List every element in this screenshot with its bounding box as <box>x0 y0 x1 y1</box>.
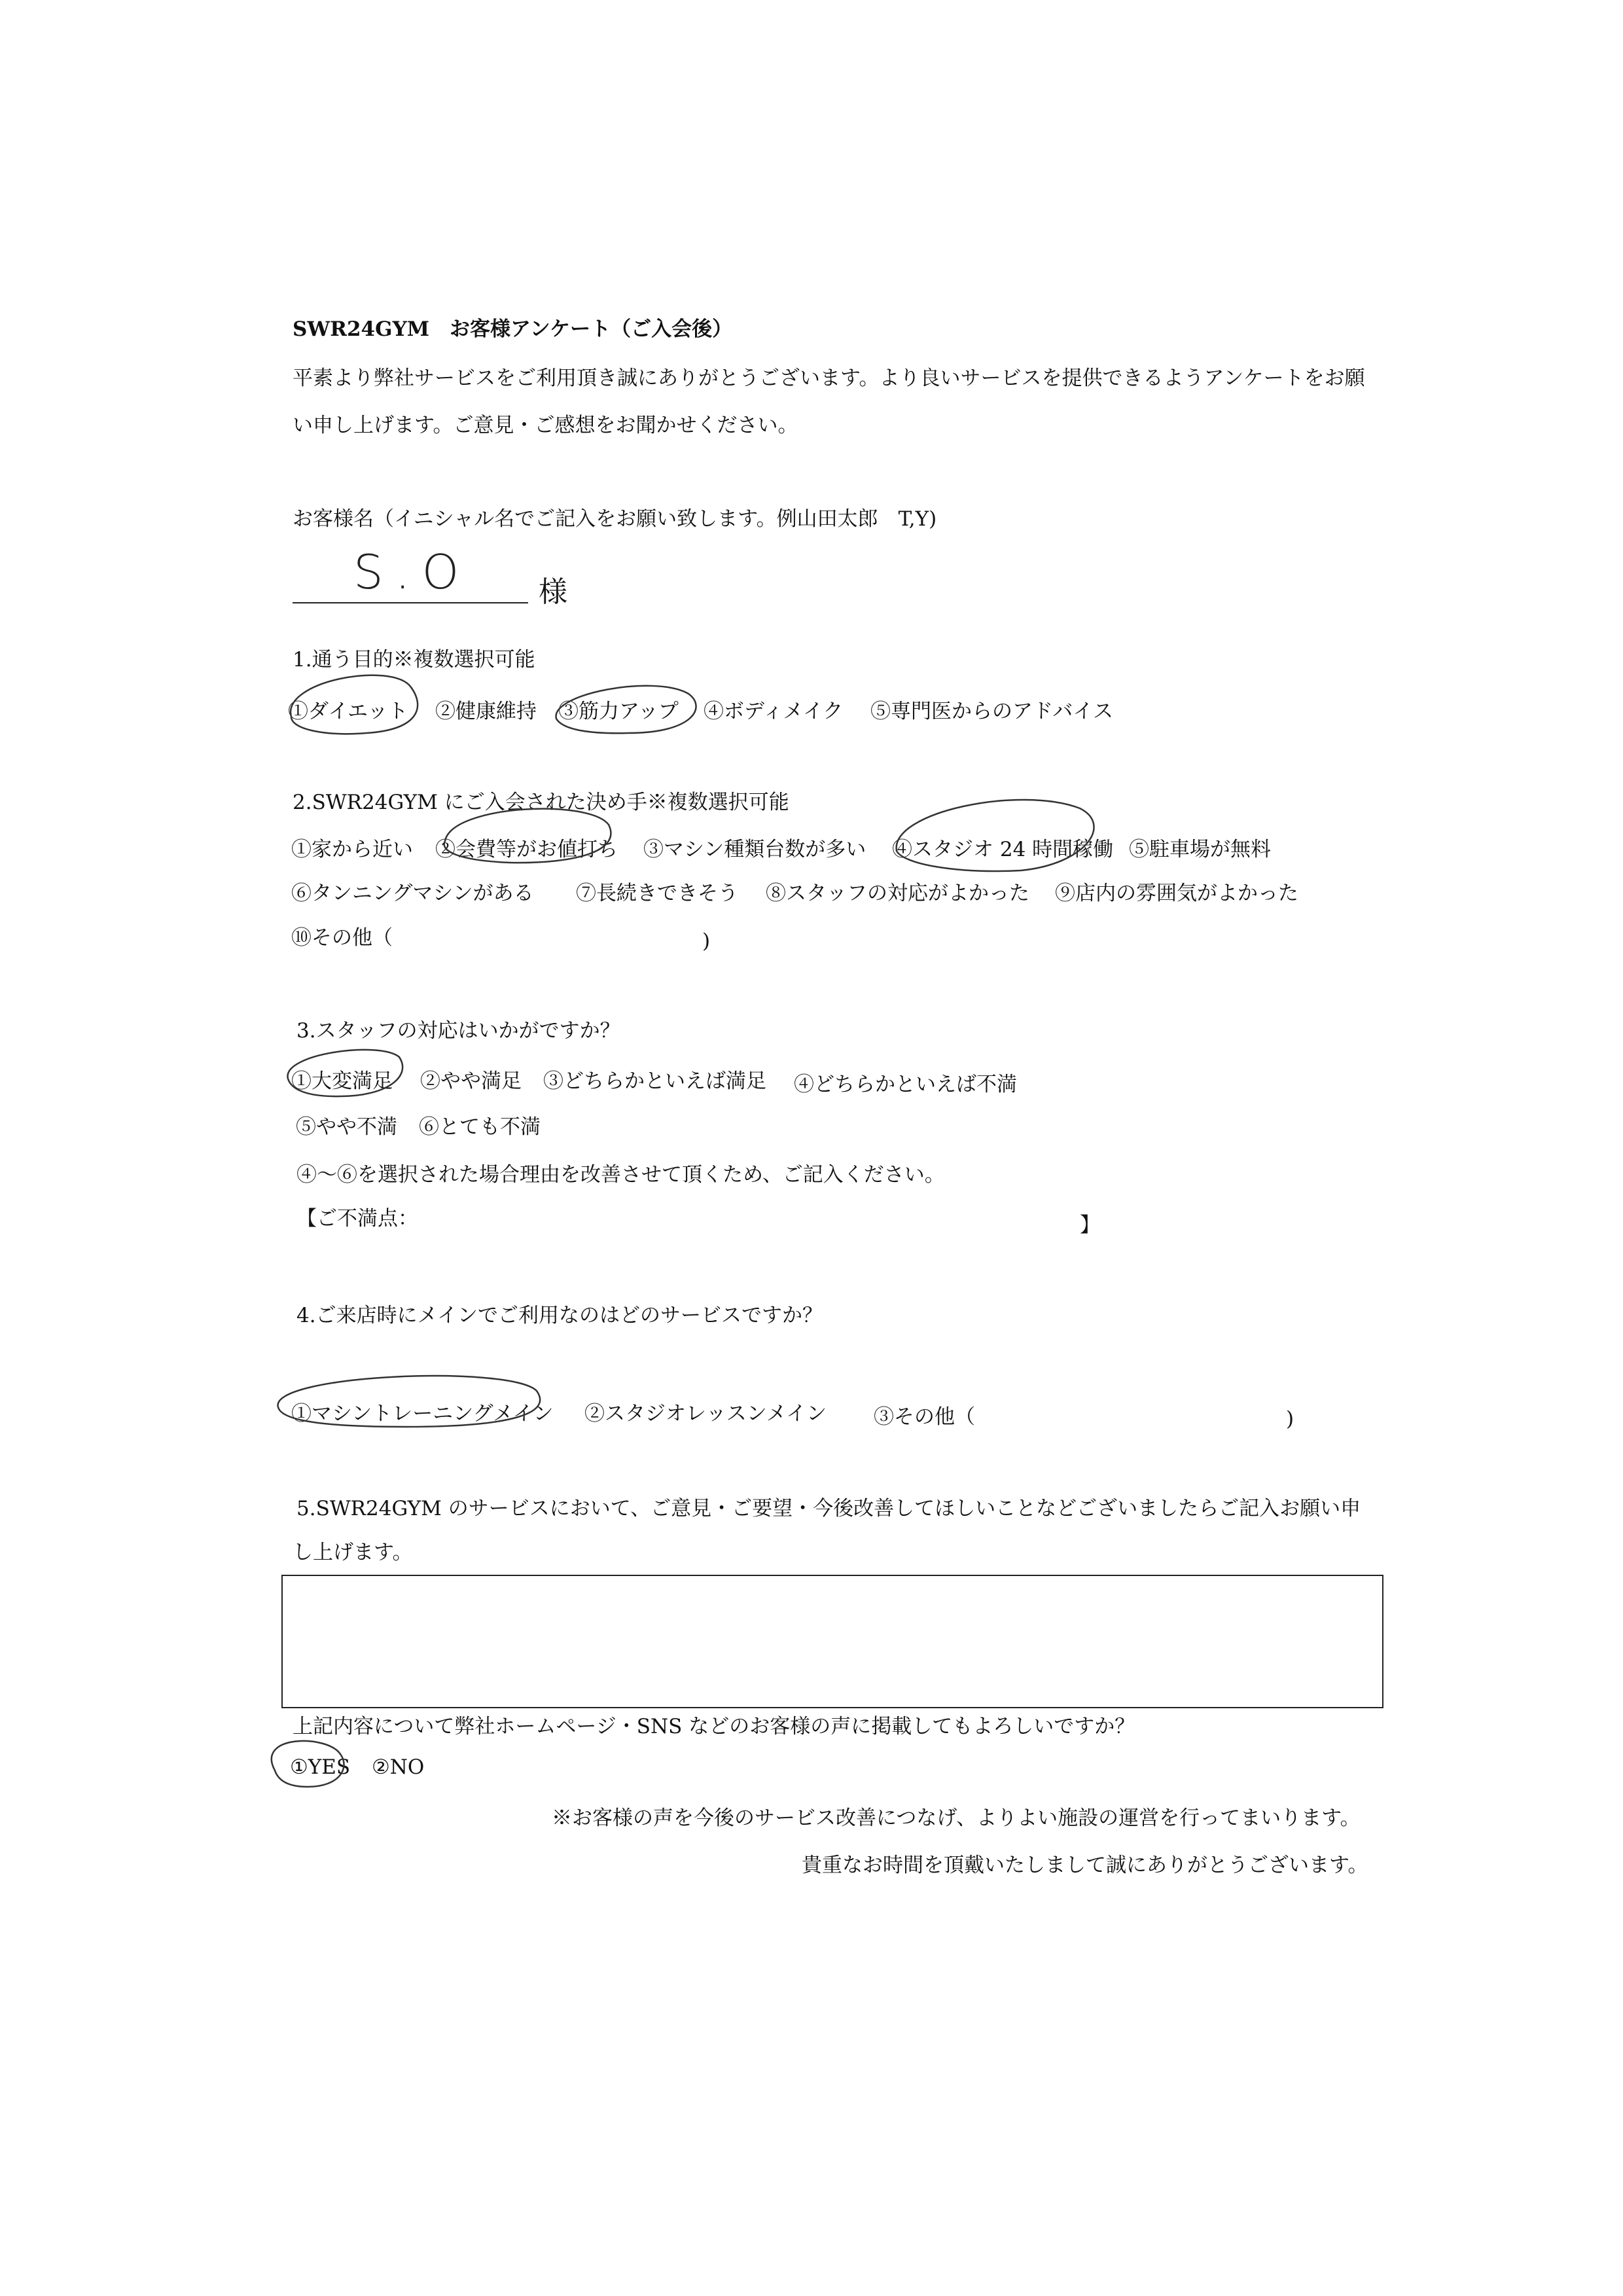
publish-no[interactable]: ②NO <box>372 1755 425 1779</box>
q3-option-6[interactable]: ⑥とても不満 <box>419 1115 541 1139</box>
q1-option-3[interactable]: ③筋力アップ <box>558 700 679 723</box>
intro-line-2: い申し上げます。ご意見・ご感想をお聞かせください。 <box>293 414 798 437</box>
publish-question: 上記内容について弊社ホームページ・SNS などのお客様の声に掲載してもよろしいですか？ <box>293 1715 1135 1738</box>
footer-line-2: 貴重なお時間を頂戴いたしまして誠にありがとうございます。 <box>802 1854 1368 1877</box>
q4-other-close: ) <box>1286 1407 1294 1431</box>
q1-option-3-circle <box>556 686 696 733</box>
q2-option-4-circle <box>897 800 1094 871</box>
form-title: SWR24GYM お客様アンケート（ご入会後） <box>293 317 733 341</box>
q1-option-4[interactable]: ④ボディメイク <box>704 700 844 723</box>
q2-option-1[interactable]: ①家から近い <box>291 838 413 861</box>
q2-option-6[interactable]: ⑥タンニングマシンがある <box>291 882 534 905</box>
q3-complaint-close: 】 <box>1080 1213 1100 1237</box>
q2-option-2-circle <box>444 809 611 863</box>
q2-option-3[interactable]: ③マシン種類台数が多い <box>643 838 866 861</box>
q1-option-1[interactable]: ①ダイエット <box>288 700 408 723</box>
q2-option-5[interactable]: ⑤駐車場が無料 <box>1129 838 1271 861</box>
q1-option-1-circle <box>291 675 418 734</box>
customer-name-handwritten: S.O <box>353 545 471 600</box>
q3-option-5[interactable]: ⑤やや不満 <box>296 1115 397 1139</box>
q2-option-10[interactable]: ⑩その他（ <box>291 926 393 950</box>
q4-option-1[interactable]: ①マシントレーニングメイン <box>291 1402 554 1426</box>
q2-other-close: ) <box>702 929 711 953</box>
customer-honorific: 様 <box>539 575 567 609</box>
q2-option-8[interactable]: ⑧スタッフの対応がよかった <box>766 882 1029 905</box>
q2-option-2[interactable]: ②会費等がお値打ち <box>435 838 618 861</box>
q4-question: 4.ご来店時にメインでご利用なのはどのサービスですか？ <box>296 1304 823 1327</box>
footer-line-1: ※お客様の声を今後のサービス改善につなげ、よりよい施設の運営を行ってまいります。 <box>552 1806 1361 1830</box>
q3-option-1[interactable]: ①大変満足 <box>291 1069 393 1093</box>
intro-line-1: 平素より弊社サービスをご利用頂き誠にありがとうございます。より良いサービスを提供できるようアンケートをお願 <box>293 367 1365 390</box>
q3-option-2[interactable]: ②やや満足 <box>420 1069 522 1093</box>
q5-question-line-2: し上げます。 <box>293 1541 413 1564</box>
q3-option-4[interactable]: ④どちらかといえば不満 <box>794 1073 1017 1096</box>
q3-complaint-open: 【ご不満点： <box>296 1207 418 1230</box>
q3-option-1-circle <box>288 1050 403 1096</box>
q1-question: 1.通う目的※複数選択可能 <box>293 648 535 672</box>
q2-option-7[interactable]: ⑦長続きできそう <box>576 882 738 905</box>
q1-option-5[interactable]: ⑤専門医からのアドバイス <box>870 700 1114 723</box>
publish-yes-circle <box>272 1741 344 1787</box>
q3-note: ④～⑥を選択された場合理由を改善させて頂くため、ご記入ください。 <box>296 1163 945 1187</box>
q4-option-3[interactable]: ③その他（ <box>874 1405 975 1429</box>
q3-option-3[interactable]: ③どちらかといえば満足 <box>543 1069 766 1093</box>
q4-option-2[interactable]: ②スタジオレッスンメイン <box>584 1402 827 1426</box>
q1-option-2[interactable]: ②健康維持 <box>435 700 537 723</box>
q2-question: 2.SWR24GYM にご入会された決め手※複数選択可能 <box>293 791 789 814</box>
customer-name-label: お客様名（イニシャル名でご記入をお願い致します。例山田太郎 T,Y) <box>293 507 937 531</box>
publish-yes[interactable]: ①YES <box>290 1755 351 1779</box>
q2-option-4[interactable]: ④スタジオ 24 時間稼働 <box>892 838 1114 861</box>
q5-question-line-1: 5.SWR24GYM のサービスにおいて、ご意見・ご要望・今後改善してほしいことなどございましたらご記入お願い申 <box>296 1497 1361 1520</box>
q4-option-1-circle <box>278 1376 541 1427</box>
q2-option-9[interactable]: ⑨店内の雰囲気がよかった <box>1055 882 1298 905</box>
q3-question: 3.スタッフの対応はいかがですか？ <box>296 1019 620 1043</box>
